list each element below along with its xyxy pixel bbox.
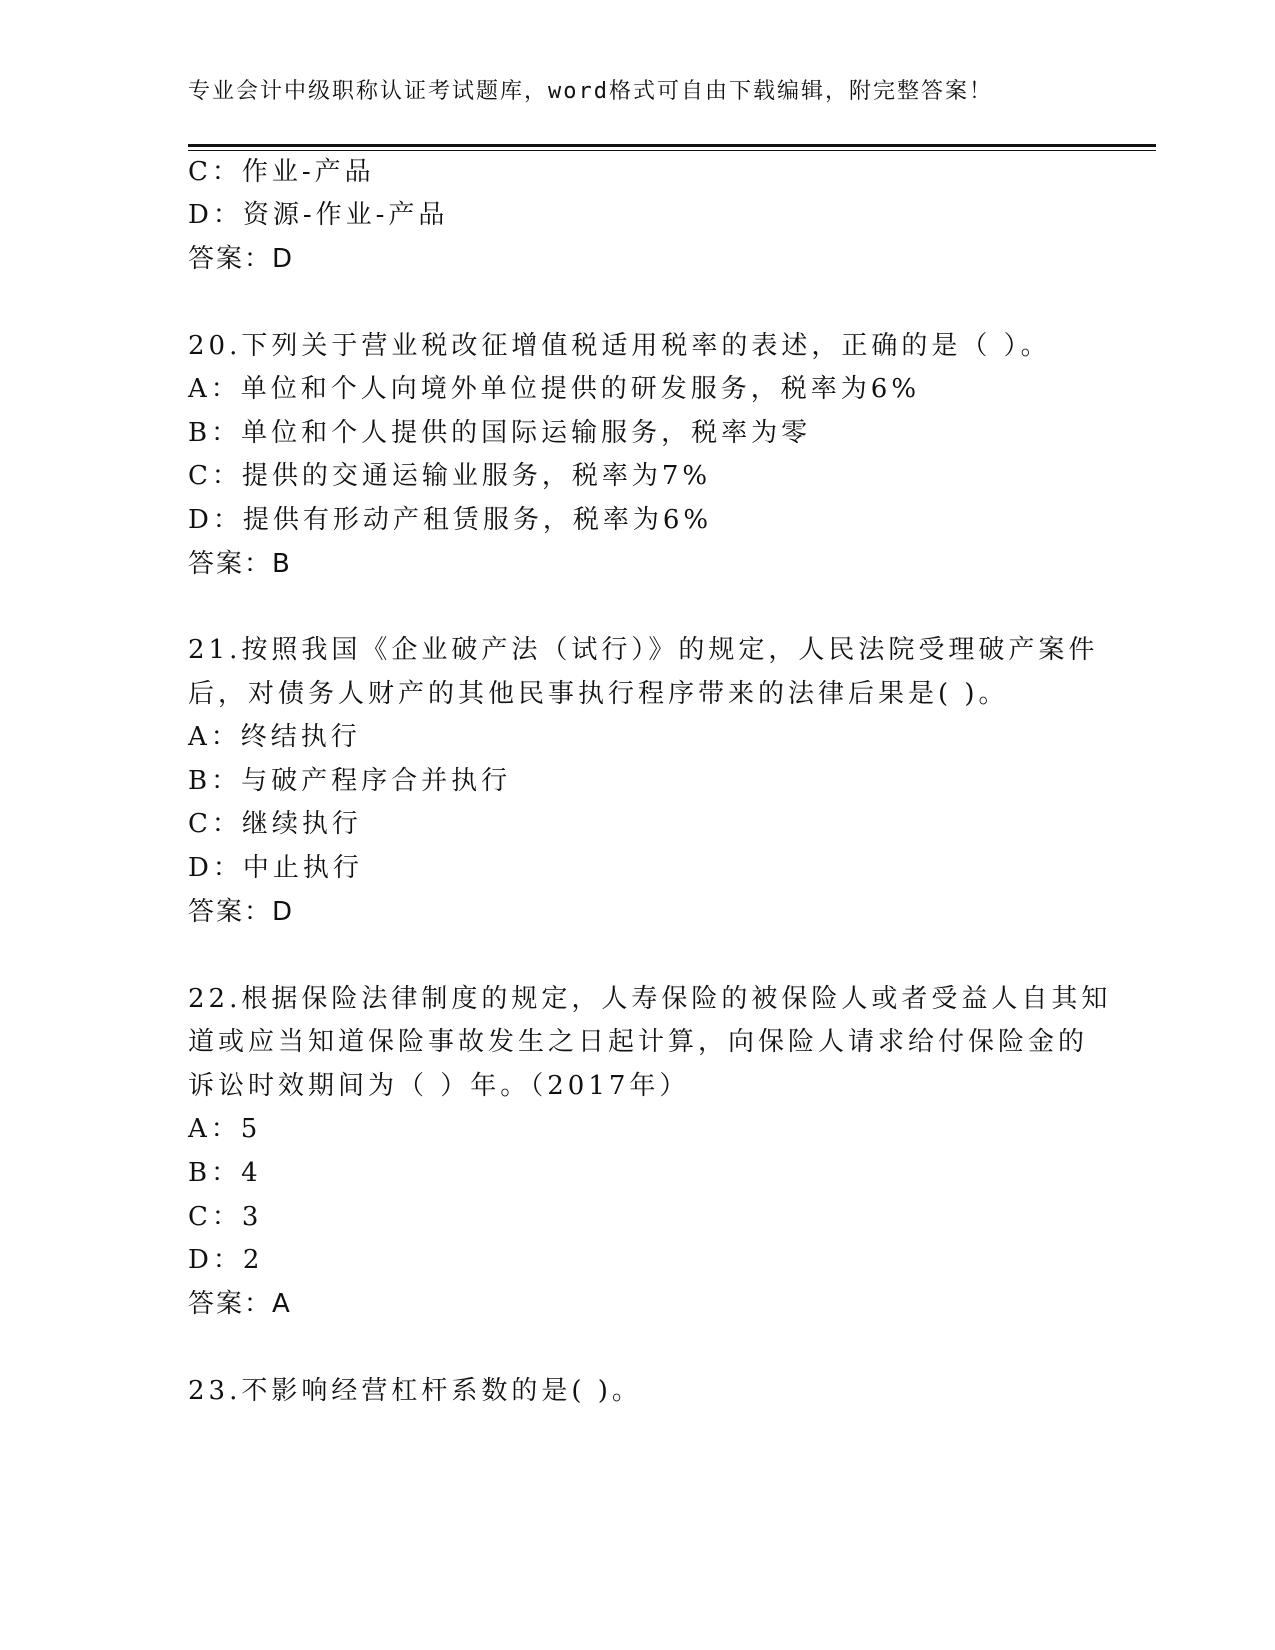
q22-option-d: D：2 [188, 1245, 264, 1275]
q20-option-b: B：单位和个人提供的国际运输服务，税率为零 [188, 418, 812, 448]
q22-option-b: B：4 [188, 1158, 262, 1188]
q20-option-a: A：单位和个人向境外单位提供的研发服务，税率为6% [188, 374, 921, 404]
q21-stem-line2: 后，对债务人财产的其他民事执行程序带来的法律后果是( )。 [188, 679, 1009, 709]
q22-option-c: C：3 [188, 1202, 263, 1232]
q21-answer: 答案：D [188, 897, 295, 927]
q20-option-c: C：提供的交通运输业服务，税率为7% [188, 461, 712, 491]
header-divider-thin [188, 150, 1156, 151]
q22-stem-line2: 道或应当知道保险事故发生之日起计算，向保险人请求给付保险金的 [188, 1027, 1089, 1057]
q21-option-c: C：继续执行 [188, 809, 362, 839]
q23-stem: 23.不影响经营杠杆系数的是( )。 [188, 1376, 642, 1406]
prev-option-d: D：资源-作业-产品 [188, 200, 449, 230]
page-header: 专业会计中级职称认证考试题库，word格式可自由下载编辑，附完整答案！ [188, 79, 993, 104]
q21-option-a: A：终结执行 [188, 722, 361, 752]
q21-option-b: B：与破产程序合并执行 [188, 766, 512, 796]
q20-option-d: D：提供有形动产租赁服务，税率为6% [188, 505, 713, 535]
q22-stem-line1: 22.根据保险法律制度的规定，人寿保险的被保险人或者受益人自其知 [188, 984, 1112, 1014]
q21-option-d: D：中止执行 [188, 853, 363, 883]
q22-option-a: A：5 [188, 1114, 262, 1144]
q22-stem-line3: 诉讼时效期间为（ ）年。（2017年） [188, 1071, 690, 1101]
q20-stem: 20.下列关于营业税改征增值税适用税率的表述，正确的是（ ）。 [188, 331, 1051, 361]
q21-stem-line1: 21.按照我国《企业破产法（试行）》的规定，人民法院受理破产案件 [188, 635, 1099, 665]
q22-answer: 答案：A [188, 1289, 292, 1319]
prev-answer: 答案：D [188, 244, 295, 274]
header-divider-thick [188, 144, 1156, 147]
q20-answer: 答案：B [188, 549, 292, 579]
prev-option-c: C：作业-产品 [188, 157, 375, 187]
